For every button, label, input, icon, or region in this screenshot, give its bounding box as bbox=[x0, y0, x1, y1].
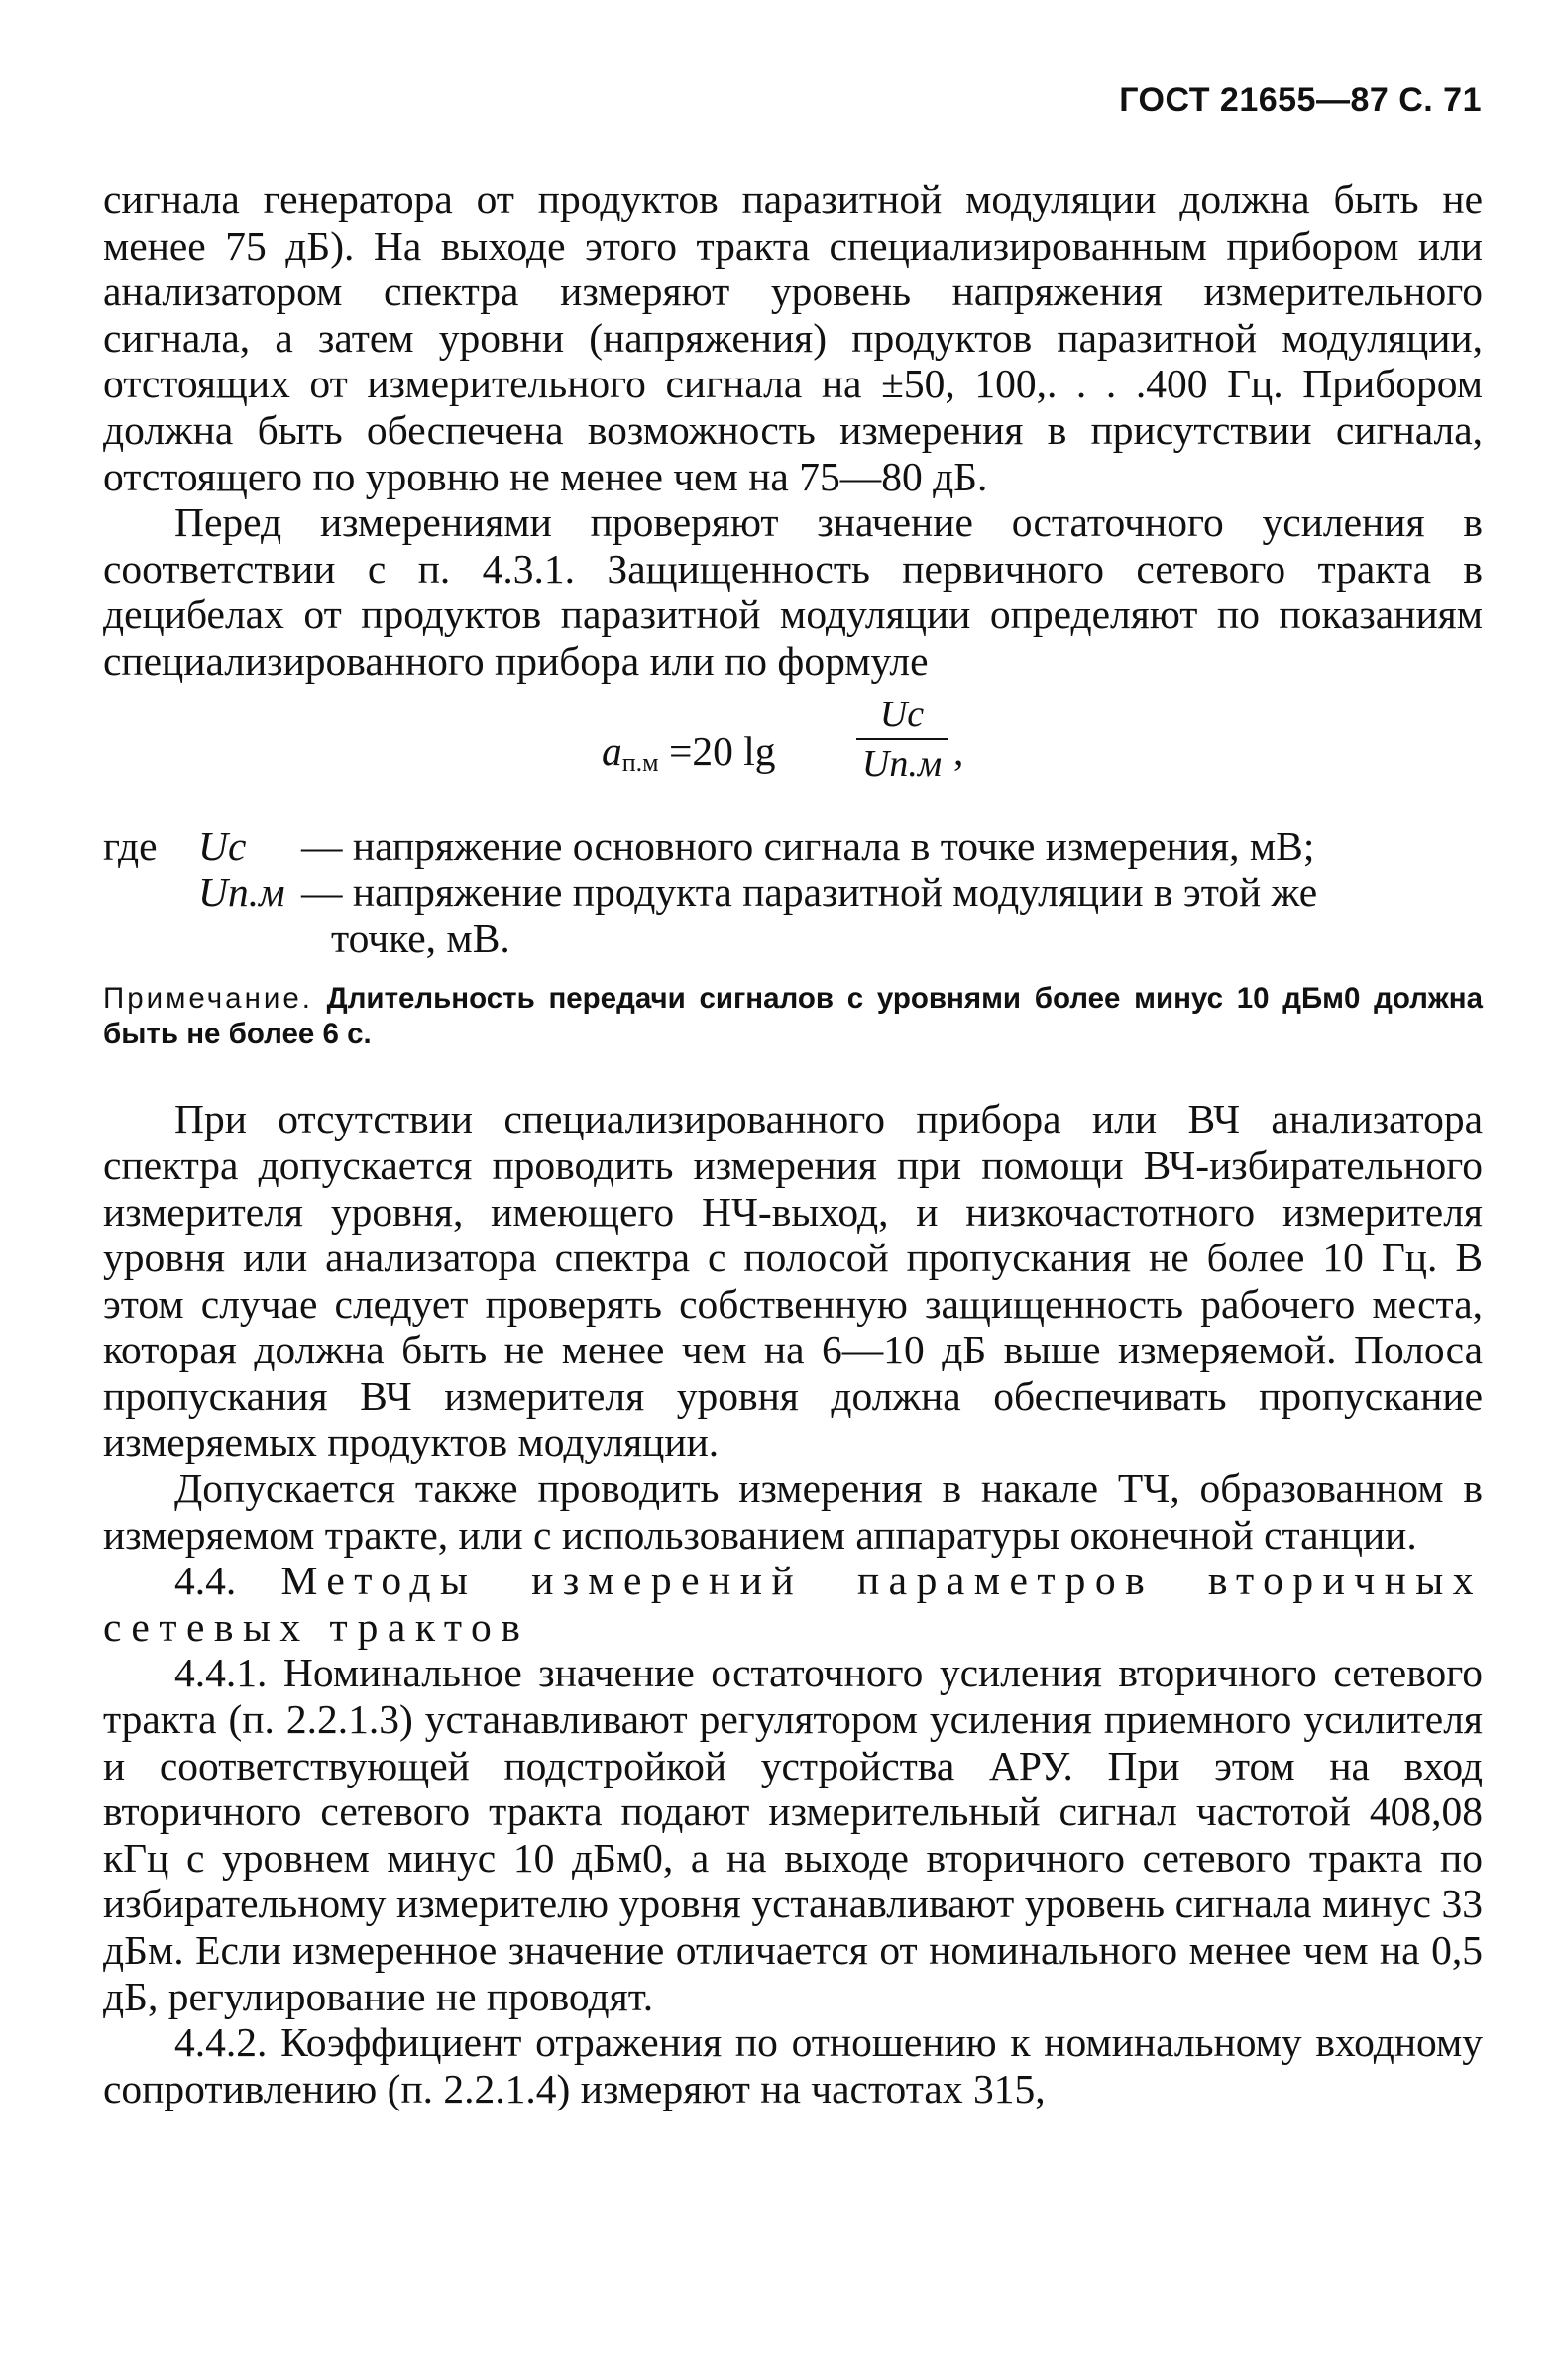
formula-denominator: Uп.м bbox=[861, 742, 943, 785]
section-heading bbox=[103, 1558, 1483, 1650]
where-text-2: — напряжение продукта паразитной модуляции в этой же bbox=[301, 869, 1318, 916]
where-label: где bbox=[103, 822, 158, 869]
where-row-1 bbox=[103, 823, 1483, 870]
section-title: Методы измерений параметров вторичных сетевых трактов bbox=[103, 1558, 1483, 1650]
formula-subscript: п.м bbox=[621, 747, 659, 777]
where-block bbox=[103, 823, 1483, 962]
section-number: 4.4. bbox=[174, 1558, 237, 1604]
running-header: ГОСТ 21655—87 С. 71 bbox=[1119, 81, 1482, 119]
paragraph-3: При отсутствии специализированного прибора или ВЧ анализатора спектра допускается проводить измерения при помощи ВЧ-избирательного измерителя уровня, имеющего НЧ-выход, и низкочастотного измерителя уровня или анализатора спектра с полосой пропускания не более 10 Гц. В этом случае следует проверять собственную защищенность рабочего места, которая должна быть не менее чем на 6—10 дБ выше измеряемой. Полоса пропускания ВЧ измерителя уровня должна обеспечивать пропускание измеряемых продуктов модуляции. bbox=[103, 1096, 1483, 1465]
where-text-1: — напряжение основного сигнала в точке измерения, мВ; bbox=[301, 822, 1315, 869]
document-body bbox=[103, 176, 1483, 2111]
where-symbol-1: Uс bbox=[198, 822, 247, 869]
paragraph-7: 4.4.2. Коэффициент отражения по отношению к номинальному входному сопротивлению (п. 2.2.1.4) измеряют на частотах 315, bbox=[103, 2019, 1483, 2111]
formula-lhs bbox=[602, 728, 776, 781]
where-row-2 bbox=[103, 869, 1483, 916]
paragraph-2: Перед измерениями проверяют значение остаточного усиления в соответствии с п. 4.3.1. Защищенность первичного сетевого тракта в децибелах от продуктов паразитной модуляции определяют по показаниям специализированного прибора или по формуле bbox=[103, 499, 1483, 684]
note-label: Примечание. bbox=[103, 982, 313, 1016]
formula-numerator: Uс bbox=[879, 693, 925, 735]
where-continuation: точке, мВ. bbox=[331, 915, 510, 961]
formula-fraction bbox=[856, 693, 948, 786]
where-label-spacer bbox=[103, 869, 198, 916]
paragraph-6: 4.4.1. Номинальное значение остаточного усиления вторичного сетевого тракта (п. 2.2.1.3) устанавливают регулятором усиления приемного усилителя и соответствующей подстройкой устройства АРУ. При этом на вход вторичного сетевого тракта подают измерительный сигнал частотой 408,08 кГц с уровнем минус 10 дБм0, а на выходе вторичного сетевого тракта по избирательному измерителю уровня устанавливают уровень сигнала минус 33 дБм. Если измеренное значение отличается от номинального менее чем на 0,5 дБ, регулирование не проводят. bbox=[103, 1650, 1483, 2019]
formula-coefficient: =20 lg bbox=[669, 727, 776, 774]
paragraph-4: Допускается также проводить измерения в накале ТЧ, образованном в измеряемом тракте, или с использованием аппаратуры оконечной станции. bbox=[103, 1465, 1483, 1558]
formula bbox=[103, 693, 1483, 811]
paragraph-1: сигнала генератора от продуктов паразитной модуляции должна быть не менее 75 дБ). На выходе этого тракта специализированным прибором или анализатором спектра измеряют уровень напряжения измерительного сигнала, а затем уровни (напряжения) продуктов паразитной модуляции, отстоящих от измерительного сигнала на ±50, 100,. . . .400 Гц. Прибором должна быть обеспечена возможность измерения в присутствии сигнала, отстоящего по уровню не менее чем на 75—80 дБ. bbox=[103, 176, 1483, 499]
formula-comma: , bbox=[953, 727, 964, 774]
where-symbol-2: Uп.м bbox=[198, 869, 285, 916]
formula-symbol: a bbox=[602, 727, 622, 774]
note-text: Длительность передачи сигналов с уровнями более минус 10 дБм0 должна быть не более 6 с. bbox=[103, 982, 1483, 1051]
fraction-bar bbox=[856, 738, 948, 740]
note bbox=[103, 981, 1483, 1052]
